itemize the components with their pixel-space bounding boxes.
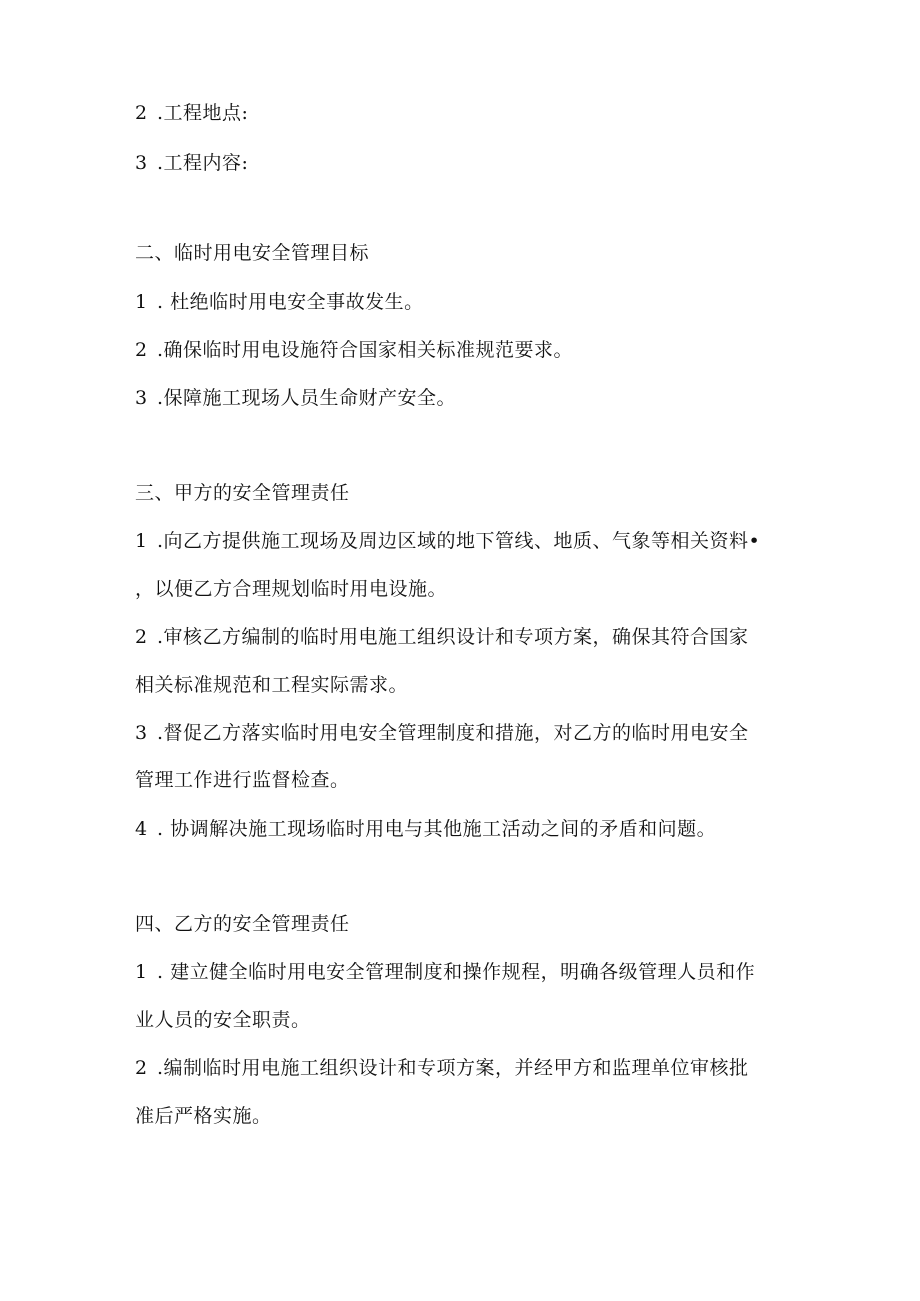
item-text: .督促乙方落实临时用电安全管理制度和措施，对乙方的临时用电安全 — [157, 722, 749, 744]
list-item — [135, 100, 248, 126]
item-number: 1 — [135, 530, 148, 552]
list-item — [135, 816, 716, 842]
item-text: .工程地点: — [157, 102, 249, 124]
item-text: .保障施工现场人员生命财产安全。 — [157, 387, 457, 409]
list-item — [135, 720, 749, 746]
list-item-continuation: 相关标准规范和工程实际需求。 — [135, 674, 409, 696]
item-number: 3 — [135, 152, 148, 174]
section-heading: 二、临时用电安全管理目标 — [135, 242, 370, 264]
item-number: 2 — [135, 339, 148, 361]
list-item — [135, 624, 749, 650]
section-heading: 四、乙方的安全管理责任 — [135, 913, 350, 935]
list-item — [135, 150, 248, 176]
list-item-continuation: 准后严格实施。 — [135, 1105, 272, 1127]
list-item-continuation: ，以便乙方合理规划临时用电设施。 — [135, 578, 448, 600]
list-item-continuation: 业人员的安全职责。 — [135, 1009, 311, 1031]
item-text: .向乙方提供施工现场及周边区域的地下管线、地质、气象等相关资料• — [157, 530, 761, 552]
section-heading: 三、甲方的安全管理责任 — [135, 482, 350, 504]
item-number: 1 — [135, 291, 148, 313]
list-item — [135, 1055, 749, 1081]
list-item — [135, 289, 424, 315]
item-number: 4 — [135, 818, 148, 840]
item-number: 3 — [135, 387, 148, 409]
item-text: .编制临时用电施工组织设计和专项方案，并经甲方和监理单位审核批 — [157, 1057, 749, 1079]
item-number: 2 — [135, 102, 148, 124]
item-number: 2 — [135, 1057, 148, 1079]
list-item — [135, 385, 456, 411]
item-text: . 协调解决施工现场临时用电与其他施工活动之间的矛盾和问题。 — [157, 818, 717, 840]
item-text: .审核乙方编制的临时用电施工组织设计和专项方案，确保其符合国家 — [157, 626, 749, 648]
list-item — [135, 528, 760, 554]
item-number: 3 — [135, 722, 148, 744]
item-text: .确保临时用电设施符合国家相关标准规范要求。 — [157, 339, 574, 361]
list-item-continuation: 管理工作进行监督检查。 — [135, 769, 350, 791]
list-item — [135, 337, 573, 363]
item-text: . 杜绝临时用电安全事故发生。 — [157, 291, 424, 313]
item-text: . 建立健全临时用电安全管理制度和操作规程，明确各级管理人员和作 — [157, 961, 756, 983]
item-number: 1 — [135, 961, 148, 983]
item-text: .工程内容: — [157, 152, 249, 174]
list-item — [135, 959, 755, 985]
item-number: 2 — [135, 626, 148, 648]
